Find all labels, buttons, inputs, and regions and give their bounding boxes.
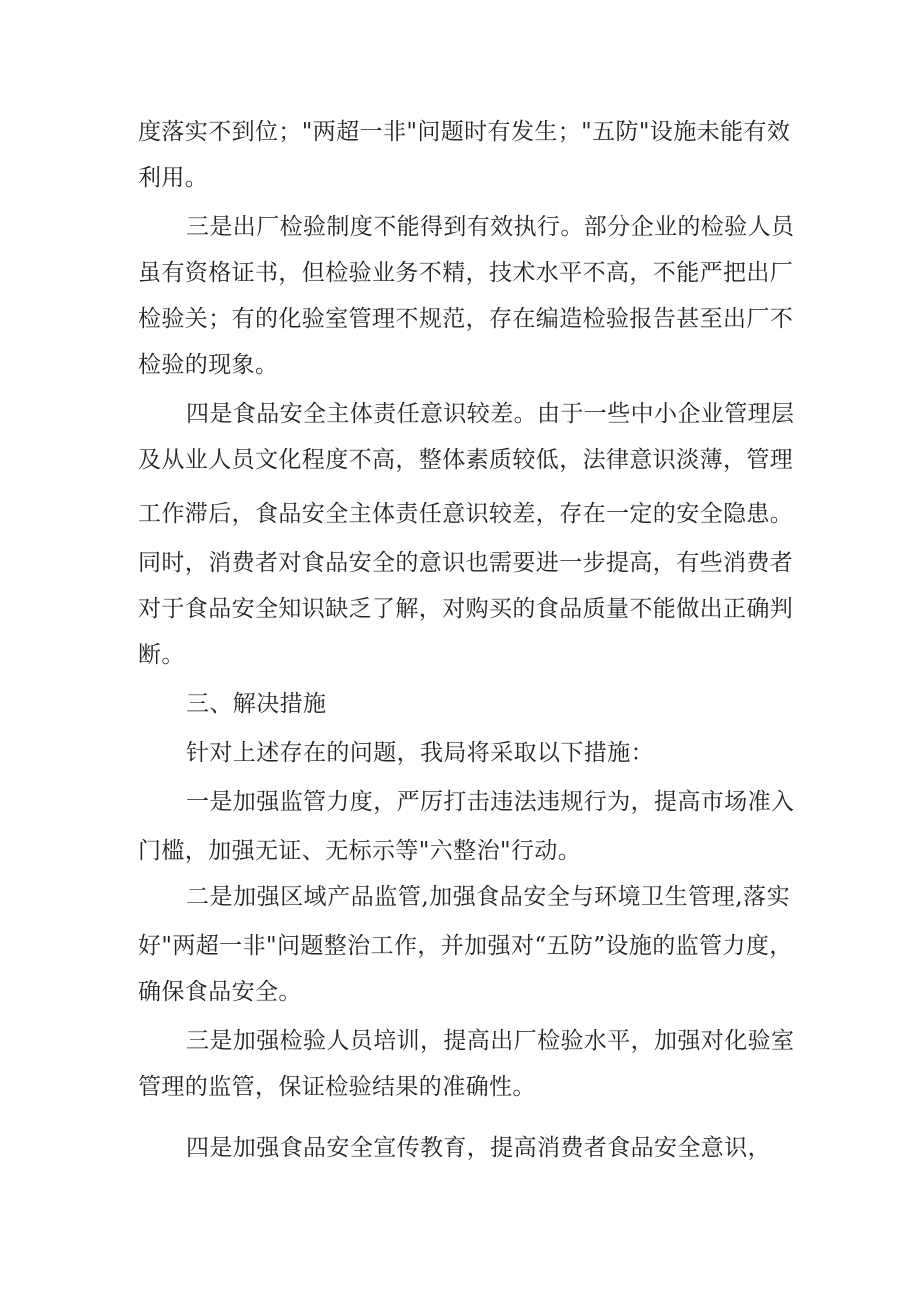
text-line: 对于食品安全知识缺乏了解，对购买的食品质量不能做出正确判 (138, 596, 794, 622)
paragraph-start: 二是加强区域产品监管,加强食品安全与环境卫生管理,落实 (186, 884, 790, 910)
text-line: 确保食品安全。 (138, 979, 302, 1005)
text-line: 度落实不到位；"两超一非"问题时有发生；"五防"设施未能有效 (138, 119, 791, 145)
section-heading: 三、解决措施 (186, 691, 327, 717)
text-line: 检验的现象。 (138, 352, 279, 378)
paragraph-start: 三是出厂检验制度不能得到有效执行。部分企业的检验人员 (186, 214, 795, 240)
paragraph-start: 三是加强检验人员培训，提高出厂检验水平，加强对化验室 (186, 1028, 795, 1054)
text-line: 门槛，加强无证、无标示等"六整治"行动。 (138, 838, 582, 864)
text-line: 检验关；有的化验室管理不规范，存在编造检验报告甚至出厂不 (138, 306, 794, 332)
text-line: 好"两超一非"问题整治工作，并加强对“五防”设施的监管力度， (138, 933, 793, 959)
text-line: 及从业人员文化程度不高，整体素质较低，法律意识淡薄，管理 (138, 447, 794, 473)
paragraph-start: 四是加强食品安全宣传教育，提高消费者食品安全意识， (186, 1135, 771, 1161)
text-line: 断。 (138, 642, 185, 668)
text-line: 工作滞后，食品安全主体责任意识较差，存在一定的安全隐患。 (138, 501, 794, 527)
text-line: 虽有资格证书，但检验业务不精，技术水平不高，不能严把出厂 (138, 260, 794, 286)
paragraph-start: 四是食品安全主体责任意识较差。由于一些中小企业管理层 (186, 401, 795, 427)
text-line: 管理的监管，保证检验结果的准确性。 (138, 1074, 536, 1100)
paragraph-start: 一是加强监管力度，严厉打击违法违规行为，提高市场准入 (186, 789, 795, 815)
paragraph-start: 针对上述存在的问题，我局将采取以下措施： (186, 740, 654, 766)
text-line: 利用。 (138, 165, 209, 191)
text-line: 同时，消费者对食品安全的意识也需要进一步提高，有些消费者 (138, 550, 794, 576)
